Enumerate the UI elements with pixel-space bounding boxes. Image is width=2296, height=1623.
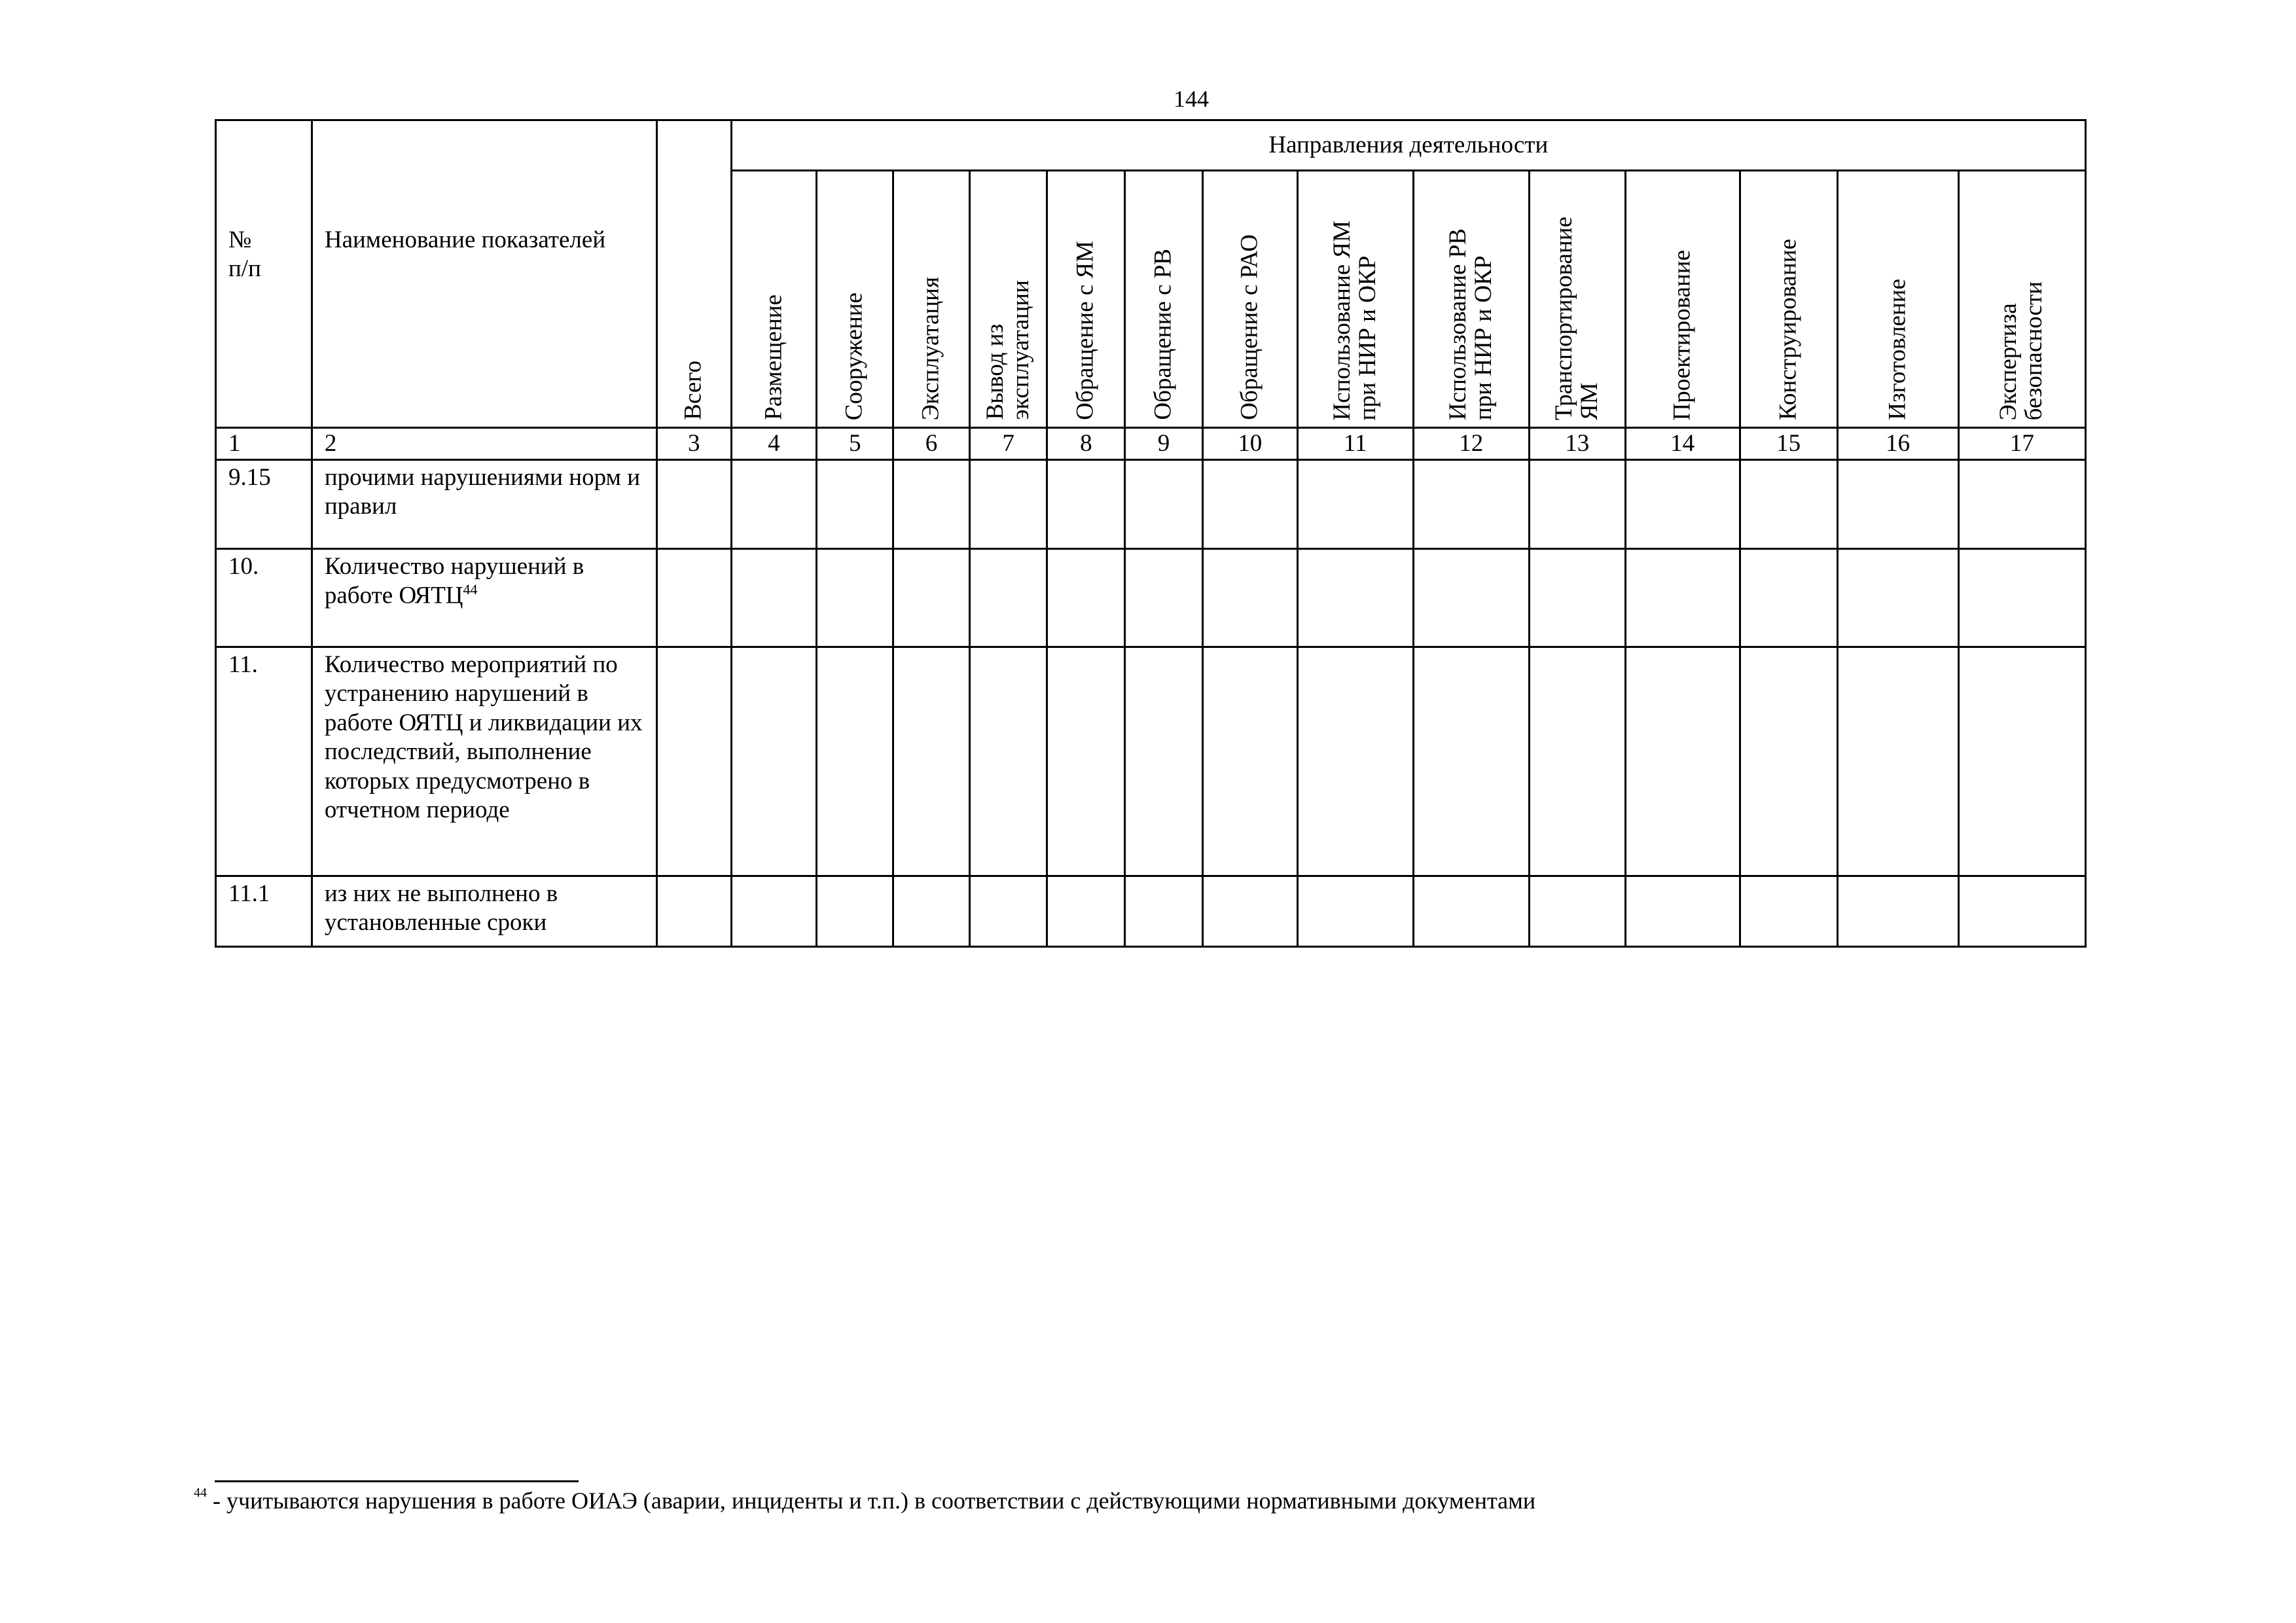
header-col-1 [731, 171, 817, 428]
index-cell: 2 [312, 428, 656, 460]
value-cell [1529, 876, 1625, 947]
value-cell [1047, 876, 1125, 947]
value-cell [1297, 876, 1413, 947]
value-cell [1125, 647, 1203, 876]
index-cell: 4 [731, 428, 817, 460]
header-col-14 [1958, 171, 2085, 428]
value-cell [1740, 876, 1837, 947]
header-col-8 [1297, 171, 1413, 428]
value-cell [731, 549, 817, 647]
header-col-label: Размещение [760, 294, 787, 420]
header-col-label: Сооружение [840, 292, 868, 420]
header-group: Направления деятельности [731, 120, 2085, 171]
header-col-7 [1202, 171, 1297, 428]
page-number: 144 [1174, 86, 1209, 112]
index-cell: 17 [1958, 428, 2085, 460]
index-cell: 9 [1125, 428, 1203, 460]
header-col-9 [1413, 171, 1529, 428]
header-col-12 [1740, 171, 1837, 428]
value-cell [893, 876, 970, 947]
value-cell [1740, 647, 1837, 876]
value-cell [1529, 460, 1625, 549]
value-cell [1202, 460, 1297, 549]
value-cell [656, 876, 731, 947]
value-cell [1958, 549, 2085, 647]
header-col-6 [1125, 171, 1203, 428]
header-col-13 [1837, 171, 1958, 428]
header-col-total [656, 120, 731, 428]
value-cell [1529, 549, 1625, 647]
value-cell [1625, 647, 1740, 876]
value-cell [656, 647, 731, 876]
header-num: № п/п [216, 120, 312, 428]
index-cell: 10 [1202, 428, 1297, 460]
row-number: 10. [216, 549, 312, 647]
value-cell [1297, 460, 1413, 549]
footnote [194, 1486, 2157, 1514]
value-cell [1047, 647, 1125, 876]
footnote-text: - учитываются нарушения в работе ОИАЭ (аварии, инциденты и т.п.) в соответствии с действующими нормативными документами [207, 1488, 1536, 1514]
value-cell [1529, 647, 1625, 876]
header-col-label: Экспертиза безопасности [1995, 281, 2048, 420]
value-cell [1413, 647, 1529, 876]
row-name-text: Количество нарушений в работе ОЯТЦ [324, 553, 584, 609]
value-cell [656, 549, 731, 647]
header-col-label: Конструирование [1774, 239, 1802, 420]
header-col-3 [893, 171, 970, 428]
index-cell: 8 [1047, 428, 1125, 460]
header-col-label: Вывод из эксплуатации [981, 280, 1034, 420]
value-cell [1202, 647, 1297, 876]
value-cell [1837, 876, 1958, 947]
row-number: 9.15 [216, 460, 312, 549]
row-name [312, 876, 656, 947]
value-cell [1125, 549, 1203, 647]
header-row-1 [216, 120, 2086, 171]
value-cell [731, 460, 817, 549]
value-cell [1625, 876, 1740, 947]
header-col-total-label: Всего [679, 361, 707, 420]
header-col-label: Обращение с РВ [1149, 249, 1177, 420]
value-cell [1202, 876, 1297, 947]
header-col-4 [969, 171, 1047, 428]
header-col-label: Использование ЯМ при НИР и ОКР [1328, 220, 1381, 420]
index-row [216, 428, 2086, 460]
header-col-label: Обращение с РАО [1236, 234, 1263, 420]
value-cell [893, 549, 970, 647]
value-cell [893, 647, 970, 876]
header-col-2 [817, 171, 893, 428]
value-cell [731, 876, 817, 947]
index-cell: 13 [1529, 428, 1625, 460]
header-name: Наименование показателей [312, 120, 656, 428]
value-cell [1958, 647, 2085, 876]
table-row [216, 876, 2086, 947]
value-cell [1125, 876, 1203, 947]
row-name-text: Количество мероприятий по устранению нарушений в работе ОЯТЦ и ликвидации их последствий, выполнение которых предусмотрено в отчетном периоде [324, 651, 643, 823]
value-cell [1297, 647, 1413, 876]
row-name [312, 549, 656, 647]
header-col-10 [1529, 171, 1625, 428]
row-number: 11. [216, 647, 312, 876]
value-cell [1047, 549, 1125, 647]
footnote-ref: 44 [463, 581, 478, 598]
header-col-label: Изготовление [1884, 279, 1911, 420]
index-cell: 6 [893, 428, 970, 460]
value-cell [817, 460, 893, 549]
value-cell [1625, 549, 1740, 647]
header-col-label: Обращение с ЯМ [1071, 241, 1099, 420]
index-cell: 16 [1837, 428, 1958, 460]
row-number: 11.1 [216, 876, 312, 947]
value-cell [969, 549, 1047, 647]
value-cell [1837, 647, 1958, 876]
value-cell [893, 460, 970, 549]
value-cell [1958, 460, 2085, 549]
value-cell [1202, 549, 1297, 647]
header-col-label: Использование РВ при НИР и ОКР [1444, 228, 1497, 420]
value-cell [731, 647, 817, 876]
index-cell: 12 [1413, 428, 1529, 460]
row-name-text: из них не выполнено в установленные сроки [324, 880, 558, 936]
table-row [216, 549, 2086, 647]
value-cell [1625, 460, 1740, 549]
value-cell [1297, 549, 1413, 647]
value-cell [656, 460, 731, 549]
value-cell [1740, 549, 1837, 647]
table-row [216, 460, 2086, 549]
value-cell [1740, 460, 1837, 549]
value-cell [969, 460, 1047, 549]
row-name [312, 460, 656, 549]
header-col-label: Проектирование [1668, 249, 1696, 420]
footnote-separator [215, 1480, 579, 1482]
header-col-label: Эксплуатация [917, 276, 944, 420]
value-cell [969, 647, 1047, 876]
value-cell [1837, 460, 1958, 549]
value-cell [1413, 876, 1529, 947]
header-col-label: Транспортирование ЯМ [1550, 216, 1603, 420]
table-row [216, 647, 2086, 876]
index-cell: 5 [817, 428, 893, 460]
header-col-5 [1047, 171, 1125, 428]
table-body [216, 460, 2086, 947]
index-cell: 15 [1740, 428, 1837, 460]
value-cell [1958, 876, 2085, 947]
index-cell: 11 [1297, 428, 1413, 460]
value-cell [817, 647, 893, 876]
header-col-11 [1625, 171, 1740, 428]
value-cell [817, 876, 893, 947]
value-cell [817, 549, 893, 647]
value-cell [1837, 549, 1958, 647]
row-name-text: прочими нарушениями норм и правил [324, 464, 641, 520]
index-cell: 3 [656, 428, 731, 460]
value-cell [1047, 460, 1125, 549]
value-cell [1413, 549, 1529, 647]
value-cell [1125, 460, 1203, 549]
row-name [312, 647, 656, 876]
value-cell [969, 876, 1047, 947]
indicators-table [215, 119, 2087, 948]
footnote-mark: 44 [194, 1486, 207, 1500]
index-cell: 14 [1625, 428, 1740, 460]
value-cell [1413, 460, 1529, 549]
index-cell: 1 [216, 428, 312, 460]
index-cell: 7 [969, 428, 1047, 460]
